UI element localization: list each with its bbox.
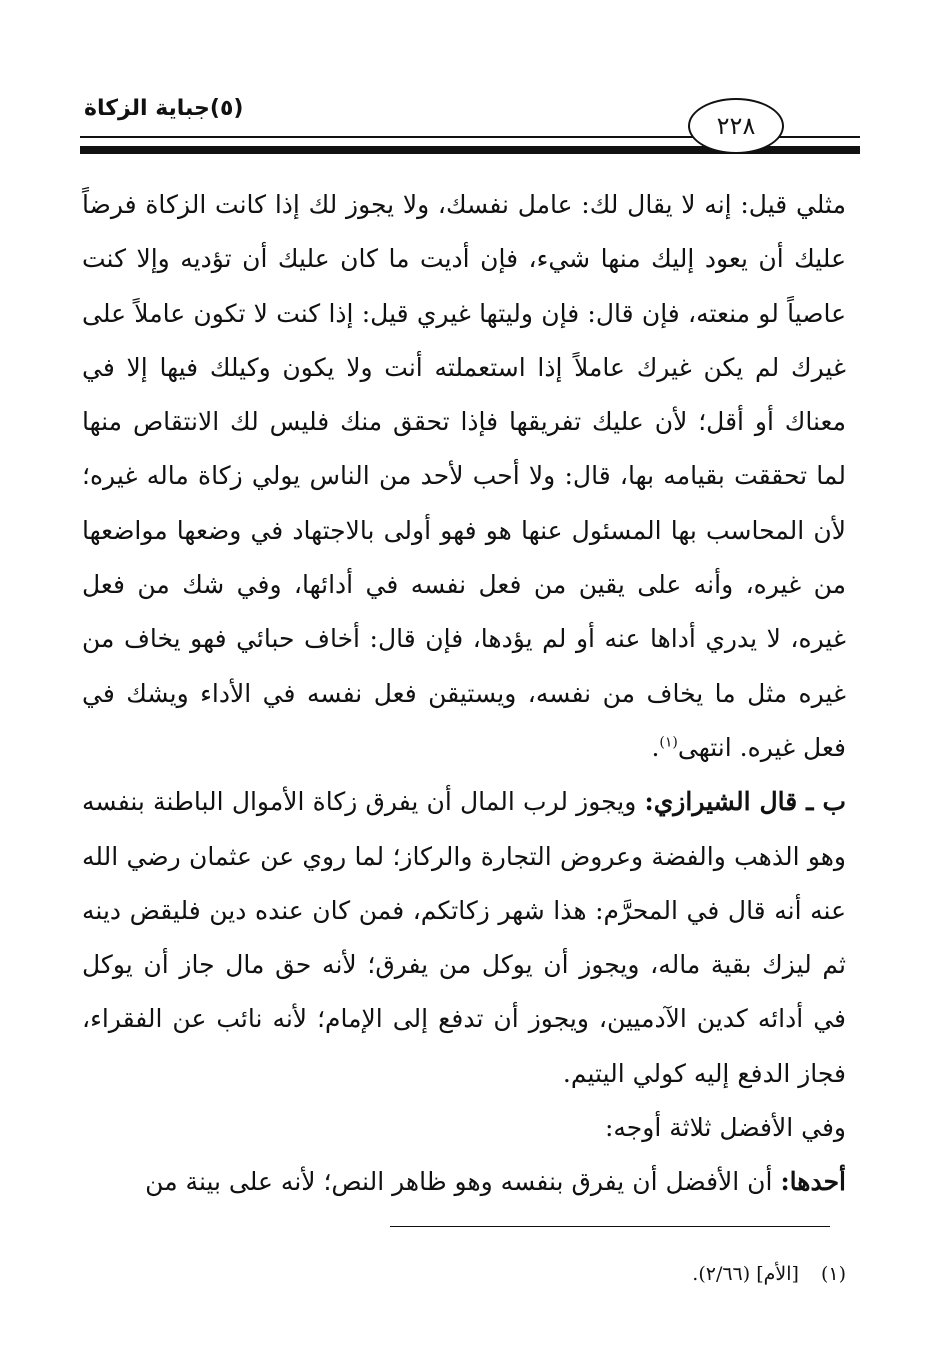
paragraph-text: مثلي قيل: إنه لا يقال لك: عامل نفسك، ولا يجوز لك إذا كانت الزكاة فرضاً عليك أن يعود إليك منها شيء، فإن أديت ما كان عليك أن تؤديه وإلا كنت عاصياً لو منعته، فإن قال: فإن وليتها غيري قيل: إذا كنت لا تكون عاملاً على غيرك لم يكن غيرك عاملاً إذا استعملته أنت ولا يكون وكيلك فيها إلا في معناك أو أقل؛ لأن عليك تفريقها فإذا تحقق منك فليس لك الانتقاص منها لما تحققت بقيامه بها، قال: ولا أحب لأحد من الناس يولي زكاة ماله غيره؛ لأن المحاسب بها المسئول عنها هو فهو أولى بالاجتهاد في وضعها مواضعها من غيره، وأنه على يقين من فعل نفسه في أدائها، وفي شك من فعل غيره، لا يدري أداها عنه أو لم يؤدها، فإن قال: أخاف حبائي فهو يخاف من غيره مثل ما يخاف من نفسه، ويستيقن فعل نفسه في الأداء ويشك في فعل غيره. انتهى <box>82 190 846 762</box>
page-number-label: ٢٢٨ <box>716 112 756 140</box>
paragraph-first-view <box>82 1155 846 1209</box>
footnote <box>500 1258 846 1290</box>
paragraph-text: أن الأفضل أن يفرق بنفسه وهو ظاهر النص؛ لأنه على بينة من <box>145 1167 773 1197</box>
body-text <box>82 178 846 1210</box>
paragraph-text: وفي الأفضل ثلاثة أوجه: <box>604 1113 846 1143</box>
footnote-number: (١) <box>820 1263 846 1285</box>
page-number <box>688 98 784 154</box>
paragraph-three-views <box>82 1101 846 1155</box>
paragraph-shafii-quote <box>82 178 846 775</box>
paragraph-shirazi <box>82 775 846 1101</box>
paragraph-lead: أحدها: <box>780 1167 846 1197</box>
paragraph-tail: . <box>651 732 660 762</box>
footnote-separator <box>390 1226 830 1227</box>
paragraph-lead: ب ـ قال الشيرازي: <box>644 787 846 817</box>
paragraph-text: ويجوز لرب المال أن يفرق زكاة الأموال الباطنة بنفسه وهو الذهب والفضة وعروض التجارة والركاز؛ لما روي عن عثمان رضي الله عنه أنه قال في المحرَّم: هذا شهر زكاتكم، فمن كان عنده دين فليقض دينه ثم ليزك بقية ماله، ويجوز أن يوكل من يفرق؛ لأنه حق مال جاز أن يوكل في أدائه كدين الآدميين، ويجوز أن تدفع إلى الإمام؛ لأنه نائب عن الفقراء، فجاز الدفع إليه كولي اليتيم. <box>82 787 846 1088</box>
footnote-text: [الأم] (٢/٦٦). <box>692 1263 799 1285</box>
footnote-reference[interactable]: (١) <box>659 734 678 751</box>
running-header-title: (٥)جباية الزكاة <box>84 96 244 121</box>
